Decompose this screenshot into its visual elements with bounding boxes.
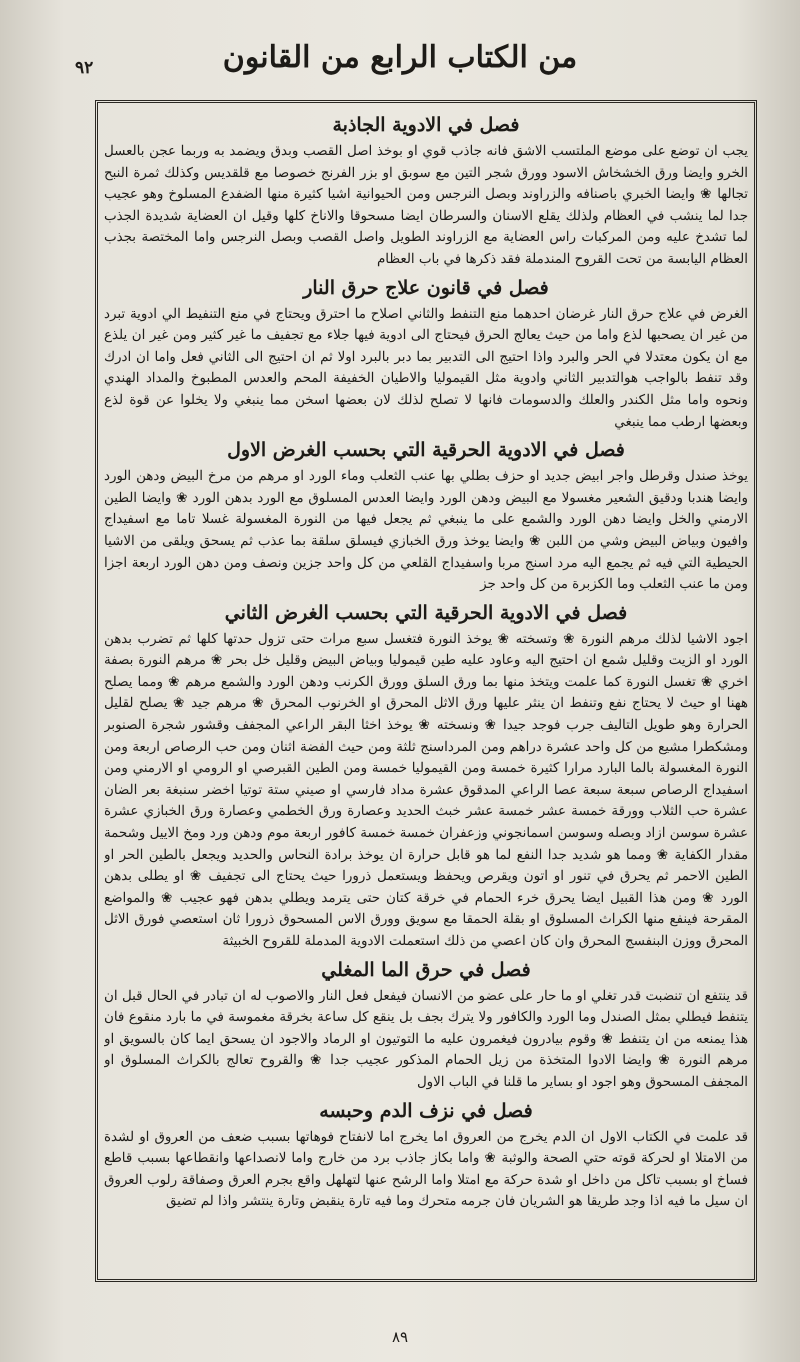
section-heading: فصل في حرق الما المغلي — [321, 958, 531, 981]
section-bleeding — [104, 1098, 748, 1213]
section-body: اجود الاشيا لذلك مرهم النورة ❀ وتسخته ❀ يوخذ النورة فتغسل سبع مرات حتى تزول حدتها كلها ثم تضرب بدهن الورد او الزيت وقليل شمع ان احتيج اليه وعاود عليه طين قيموليا وبياض البيض وقليل خل بحر ❀ مرهم النورة بصفة اخري ❀ تغسل النورة كما علمت ويتخذ منها بما ورق السلق وورق الكرنب ودهن الورد والشمع مرهم ❀ ومما يصلح ههنا او حيث لا يحتاج نفع وتنفط ان ينثر عليها ورق الاثل المحرق او الخرنوب المحرق ❀ مرهم جيد ❀ يصلح لقليل الحرارة وهو طويل التاليف جرب فوجد جيدا ❀ ونسخته ❀ يوخذ اخثا البقر الراعي المجفف وقشور شجرة الصنوبر ومشكطرا مشيع من كل واحد عشرة دراهم ومن المرداسنج ثلثة ومن حيث الفضة اثنان ومن حب الرصاص اربعة ومن النورة المغسولة بالما البارد مرارا كثيرة خمسة ومن القيموليا خمسة ومن الطين القبرصي او الرومي او الارمني ومن اسفيداج الرصاص سبعة سبعة عصا الراعي المدقوق عشرة مداد فارسي او صيني ستة توتيا اخضر سنبغة بعر الضان عشرة حب الثلاب وورقة خمسة عشر خمسة عشر خبث الحديد وعصارة ورق الخطمي وعصارة ورق الخبازي عشرة عشرة سوسن ازاد وبصله وسوسن اسمانجوني وزعفران خمسة خمسة كافور اربعة موم ودهن ورد ومخ الاييل وشحمة مقدار الكفاية ❀ ومما هو شديد جدا النفع لما هو قابل حرارة ان يوخذ برادة النحاس والحديد ويجعل بالطين الحر او الطين الاحمر ثم يحرق في تنور او اتون ويقرص ويحفظ ويستعمل ذرورا حيث يحتاج الى تجفيف ❀ او يطلى بدهن الورد ❀ ومن هذا القبيل ايضا يحرق خرء الحمام في خرقة كتان حتى يترمد ويطلي بدهن فهو عجيب ❀ والمواضع المقرحة فينفع منها الكراث المسلوق او بقلة الحمقا مع سويق وورق الاس المسحوق ذرورا ثان استعصي فورق الاثل المحرق ووزن البنفسج المحرق وان كان اعصي من ذلك استعملت الادوية المدملة للقروح الخبيثة — [104, 631, 748, 949]
running-title: من الكتاب الرابع من القانون — [222, 40, 578, 75]
section-heading: فصل في الادوية الحرقية التي بحسب الغرض الثاني — [224, 601, 628, 624]
text-block — [104, 108, 748, 1276]
section-body: الغرض في علاج حرق النار غرضان احدهما منع التنفط والثاني اصلاح ما احترق ويحتاج في منع التنفيط الي ادوية تبرد من غير ان يصحبها لذع واما من حيث يعالج الحرق فيحتاج الى ادوية فيها جلاء مع تجفيف ما غير كثير ومن غير ان يلذع مع ان يكون معتدلا في الحر والبرد واذا احتيج الى التدبير بما دبر بالبرد اولا ثم ان احتيج الى الثاني فعل واما ان ادرك وقد تنفط بالواجب هوالتدبير الثاني وادوية مثل القيموليا والاطيان الخفيفة المحم والعدس المطبوخ والمداد الهندي ونحوه واما مثل الكندر والعلك والدسومات فانها لا تصلح لذلك لان بعضها اسخن مما ينبغي ولا يخلوا عن قوة لذع وبعضها ارطب مما ينبغي — [104, 306, 748, 430]
section-body: قد ينتفع ان تنضبت قدر تغلي او ما حار على عضو من الانسان فيفعل فعل النار والاصوب له ان تبادر في الحال قبل ان يتنفط فيطلي بمثل الصندل وما الورد والكافور ولا يترك بجف بل ينقع كل ساعة بخرقة مغموسة في ما بارد منقوع فان هذا يمنعه من ان يتنفط ❀ وقوم بيادرون فيغمرون عليه ما التوتيون او الرماد والاجود ان يسحق ايما كان بالسويق او مرهم النورة ❀ وايضا الادوا المتخذة من زيل الحمام المذكور عجيب جدا ❀ والقروح تعالج بالكراث المسلوق او المجفف المسحوق وهو اجود او بساير ما قلنا في الباب الاول — [104, 988, 748, 1090]
section-attractive-drugs — [104, 112, 748, 271]
section-heading: فصل في الادوية الحرقية التي بحسب الغرض الاول — [227, 439, 625, 462]
section-body: قد علمت في الكتاب الاول ان الدم يخرج من العروق اما يخرج اما لانفتاح فوهاتها بسبب ضعف من العروق او لشدة من الامتلا او لحركة قوته حتي الصحة والوثبة ❀ واما بكاز جاذب برد من خارج واما لانصداعها وانقطاعها بسبب قاطع فساخ او بسبب تاكل من داخل او شدة حركة مع امتلا واما الرشح عنها لتهلهل واقع بجرم العرق وصفاقة رلوب العروق ان سيل ما فيه اذا وجد طريقا هو الشريان فان جرمه متحرك وما فيه تارة ينقبض وتارة ينتشر واذا لم تضيق — [104, 1129, 748, 1210]
section-heading: فصل في قانون علاج حرق النار — [303, 276, 549, 299]
section-heading: فصل في نزف الدم وحبسه — [319, 1099, 533, 1122]
folio-number: ٩٢ — [75, 58, 94, 78]
section-body: يوخذ صندل وقرطل واجر ابيض جديد او حزف بطلي بها عنب الثعلب وماء الورد او مرهم من مرخ البيض ودهن الورد وايضا هندبا ودقيق الشعير مغسولا مع البيض ودهن الورد وايضا العدس المسلوق مع الورد بدهن الورد ❀ وايضا الطين الارمني والخل وايضا دهن الورد والشمع على ما ينبغي ثم يجعل فيها من النورة المغسولة غسلا تاما مع اسفيداج وافيون وبياض البيض وشي من اللبن ❀ وايضا يوخذ ورق الخبازي فيسلق سلقة بما عذب ثم يسحق ويلقى من الاشيا الحيطية التي فيه ثم يجمع اليه مرد اسنج مربا واسفيداج القلعي من كل واحد جزين ونصف ومن دهن الورد اربعة اجزا ومن ما عنب الثعلب وما الكزبرة من كل واحد جز — [104, 469, 748, 593]
section-burn-drugs-first — [104, 437, 748, 596]
section-boiling-water-burn — [104, 957, 748, 1094]
section-burn-drugs-second — [104, 600, 748, 953]
section-body: يجب ان توضع على موضع الملتسب الاشق فانه جاذب قوي او بوخذ اصل القصب وبدق ويضمد به وربما عجن بالعسل الخرو وايضا ورق الخشخاش الاسود وورق شجر التين مع سوبق او بزر الفرنج خصوصا مع قلقديس وكذلك ثمرة النبح تجالها ❀ وايضا الخبري باصنافه والزراوند وبصل النرجس ومن الحيوانية اشيا كثيرة منها الضفدع المسلوخ وهو عجيب جدا لما ينشب في العظام ولذلك يقلع الاسنان والسرطان ايضا مسحوقا والاناخ كلها وقيل ان العضاية شديدة الجذب لما تشدخ عليه ومن المركبات راس العضاية مع الزراوند الطويل واصل القصب وبصل النرجس واما المختصة بجذب العظام اليابسة من تحت القروح المندملة فقد ذكرها في باب العظام — [104, 144, 748, 267]
section-fire-burn-treatment — [104, 275, 748, 434]
page-number: ٨٩ — [391, 1328, 409, 1346]
section-heading: فصل في الادوية الجاذبة — [332, 114, 520, 136]
